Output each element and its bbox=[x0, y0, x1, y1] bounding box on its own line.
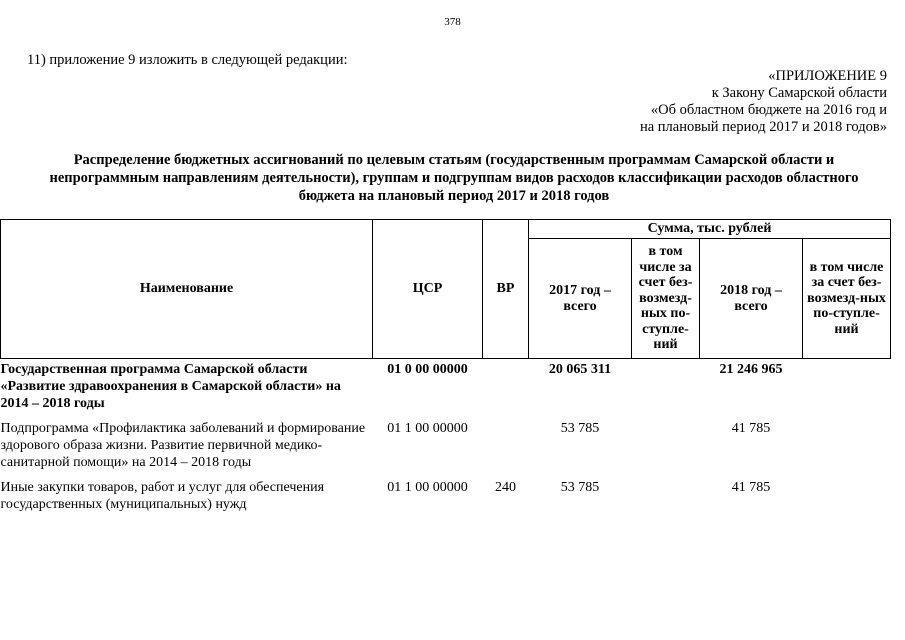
page-number: 378 bbox=[444, 16, 461, 28]
row-csr: 01 0 00 00000 bbox=[387, 362, 468, 377]
row-name: Государственная программа Самарской области «Развитие здравоохранения в Самарской области» на 2014 – 2018 годы bbox=[0, 362, 341, 411]
row-vr bbox=[483, 359, 529, 415]
header-csr: ЦСР bbox=[373, 220, 483, 359]
header-2018-total: 2018 год – всего bbox=[700, 239, 803, 359]
table-body bbox=[1, 359, 891, 516]
appendix-line: на плановый период 2017 и 2018 годов» bbox=[639, 119, 887, 135]
appendix-heading bbox=[640, 68, 887, 136]
row-vr: 240 bbox=[495, 480, 516, 495]
header-2018-grants: в том числе за счет без-возмезд-ных по-ступле-ний bbox=[803, 239, 891, 359]
header-vr: ВР bbox=[483, 220, 529, 359]
row-name: Иные закупки товаров, работ и услуг для обеспечения государственных (муниципальных) нужд bbox=[0, 480, 325, 512]
title-line: непрограммным направлениям деятельности), группам и подгруппам видов расходов классификации расходов областного bbox=[49, 170, 859, 186]
title-line: Распределение бюджетных ассигнований по целевым статьям (государственным программам Самарской области и bbox=[73, 152, 835, 168]
title-line: бюджета на плановый период 2017 и 2018 годов bbox=[298, 188, 610, 204]
row-csr: 01 1 00 00000 bbox=[387, 421, 468, 436]
header-sum-group: Сумма, тыс. рублей bbox=[529, 220, 891, 239]
row-2017-grants bbox=[632, 418, 700, 473]
row-2018-total: 41 785 bbox=[731, 421, 771, 436]
budget-table-wrapper bbox=[0, 219, 890, 515]
row-csr: 01 1 00 00000 bbox=[387, 480, 468, 495]
row-2017-total: 53 785 bbox=[560, 480, 600, 495]
header-2017-total: 2017 год – всего bbox=[529, 239, 632, 359]
row-2018-grants bbox=[803, 418, 891, 473]
appendix-line: «ПРИЛОЖЕНИЕ 9 bbox=[768, 68, 887, 84]
header-2017-grants: в том числе за счет без-возмезд-ных по-ступле-ний bbox=[632, 239, 700, 359]
row-2017-total: 20 065 311 bbox=[548, 362, 612, 377]
budget-allocation-table bbox=[0, 219, 891, 515]
appendix-line: «Об областном бюджете на 2016 год и bbox=[650, 102, 887, 118]
table-header bbox=[1, 220, 891, 359]
row-name: Подпрограмма «Профилактика заболеваний и формирование здорового образа жизни. Развитие первичной медико-санитарной помощи» на 2014 – 2018 годы bbox=[0, 421, 366, 470]
row-2018-total: 21 246 965 bbox=[719, 362, 783, 377]
document-title bbox=[14, 151, 894, 205]
row-2018-grants bbox=[803, 359, 891, 415]
row-2018-grants bbox=[803, 477, 891, 515]
header-name: Наименование bbox=[1, 220, 373, 359]
table-row bbox=[1, 477, 891, 515]
table-row bbox=[1, 359, 891, 415]
row-2017-grants bbox=[632, 359, 700, 415]
row-2017-total: 53 785 bbox=[560, 421, 600, 436]
row-2018-total: 41 785 bbox=[731, 480, 771, 495]
row-vr bbox=[483, 418, 529, 473]
appendix-line: к Закону Самарской области bbox=[711, 85, 887, 101]
amendment-line: 11) приложение 9 изложить в следующей редакции: bbox=[27, 52, 348, 68]
table-row bbox=[1, 418, 891, 473]
row-2017-grants bbox=[632, 477, 700, 515]
